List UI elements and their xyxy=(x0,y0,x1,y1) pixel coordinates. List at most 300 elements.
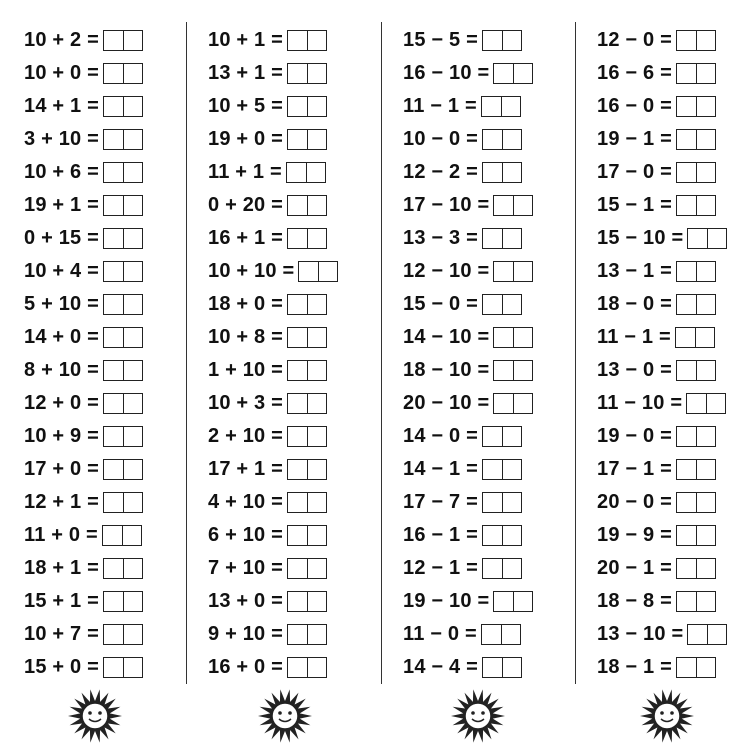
answer-digit-box[interactable] xyxy=(123,163,142,182)
problem-expression: 10 + 5 = xyxy=(208,95,283,117)
problem-row xyxy=(208,519,398,552)
answer-digit-box[interactable] xyxy=(483,526,502,545)
answer-boxes[interactable] xyxy=(493,63,533,84)
answer-boxes[interactable] xyxy=(103,459,143,480)
answer-boxes[interactable] xyxy=(103,261,143,282)
problem-row xyxy=(597,255,743,288)
answer-digit-box[interactable] xyxy=(494,361,513,380)
answer-boxes[interactable] xyxy=(676,360,716,381)
answer-boxes[interactable] xyxy=(676,525,716,546)
answer-digit-box[interactable] xyxy=(677,295,696,314)
answer-digit-box[interactable] xyxy=(288,493,307,512)
problem-expression: 8 + 10 = xyxy=(24,359,99,381)
answer-digit-box[interactable] xyxy=(696,163,715,182)
problem-expression: 16 − 10 = xyxy=(403,62,490,84)
answer-digit-box[interactable] xyxy=(677,658,696,677)
answer-digit-box[interactable] xyxy=(104,625,123,644)
problem-expression: 13 + 0 = xyxy=(208,590,283,612)
answer-boxes[interactable] xyxy=(676,30,716,51)
answer-digit-box[interactable] xyxy=(494,328,513,347)
answer-digit-box[interactable] xyxy=(696,526,715,545)
answer-digit-box[interactable] xyxy=(104,64,123,83)
answer-digit-box[interactable] xyxy=(677,526,696,545)
answer-digit-box[interactable] xyxy=(103,526,122,545)
answer-digit-box[interactable] xyxy=(502,427,521,446)
answer-digit-box[interactable] xyxy=(494,592,513,611)
answer-boxes[interactable] xyxy=(482,525,522,546)
answer-boxes[interactable] xyxy=(482,129,522,150)
answer-digit-box[interactable] xyxy=(288,361,307,380)
answer-digit-box[interactable] xyxy=(677,427,696,446)
problem-row xyxy=(597,156,743,189)
answer-digit-box[interactable] xyxy=(307,526,326,545)
answer-boxes[interactable] xyxy=(287,360,327,381)
problem-row xyxy=(597,222,743,255)
answer-boxes[interactable] xyxy=(482,294,522,315)
answer-boxes[interactable] xyxy=(103,63,143,84)
answer-digit-box[interactable] xyxy=(696,97,715,116)
answer-digit-box[interactable] xyxy=(288,31,307,50)
answer-digit-box[interactable] xyxy=(696,130,715,149)
answer-boxes[interactable] xyxy=(103,360,143,381)
answer-digit-box[interactable] xyxy=(123,460,142,479)
answer-digit-box[interactable] xyxy=(104,328,123,347)
answer-digit-box[interactable] xyxy=(307,361,326,380)
sun-icon xyxy=(638,688,696,744)
answer-boxes[interactable] xyxy=(287,624,327,645)
answer-digit-box[interactable] xyxy=(677,361,696,380)
problem-expression: 19 + 1 = xyxy=(24,194,99,216)
answer-digit-box[interactable] xyxy=(104,493,123,512)
answer-digit-box[interactable] xyxy=(123,559,142,578)
answer-boxes[interactable] xyxy=(286,162,326,183)
answer-digit-box[interactable] xyxy=(502,460,521,479)
answer-digit-box[interactable] xyxy=(483,493,502,512)
answer-boxes[interactable] xyxy=(686,393,726,414)
answer-digit-box[interactable] xyxy=(677,130,696,149)
answer-digit-box[interactable] xyxy=(288,394,307,413)
answer-digit-box[interactable] xyxy=(483,559,502,578)
answer-boxes[interactable] xyxy=(482,228,522,249)
answer-digit-box[interactable] xyxy=(502,295,521,314)
answer-digit-box[interactable] xyxy=(288,229,307,248)
answer-boxes[interactable] xyxy=(676,294,716,315)
answer-digit-box[interactable] xyxy=(288,196,307,215)
answer-digit-box[interactable] xyxy=(688,625,707,644)
answer-digit-box[interactable] xyxy=(307,460,326,479)
answer-digit-box[interactable] xyxy=(482,97,501,116)
answer-boxes[interactable] xyxy=(287,492,327,513)
answer-digit-box[interactable] xyxy=(677,163,696,182)
column-divider xyxy=(186,22,187,684)
answer-digit-box[interactable] xyxy=(677,493,696,512)
problem-row xyxy=(403,453,593,486)
problem-expression: 17 − 7 = xyxy=(403,491,478,513)
answer-digit-box[interactable] xyxy=(513,64,532,83)
answer-digit-box[interactable] xyxy=(123,262,142,281)
answer-boxes[interactable] xyxy=(287,327,327,348)
problem-expression: 19 − 9 = xyxy=(597,524,672,546)
answer-boxes[interactable] xyxy=(103,591,143,612)
answer-boxes[interactable] xyxy=(482,459,522,480)
answer-digit-box[interactable] xyxy=(677,592,696,611)
answer-digit-box[interactable] xyxy=(483,427,502,446)
answer-digit-box[interactable] xyxy=(123,658,142,677)
answer-digit-box[interactable] xyxy=(307,97,326,116)
answer-boxes[interactable] xyxy=(103,30,143,51)
answer-digit-box[interactable] xyxy=(307,493,326,512)
answer-boxes[interactable] xyxy=(103,624,143,645)
answer-digit-box[interactable] xyxy=(104,427,123,446)
answer-digit-box[interactable] xyxy=(288,460,307,479)
problem-expression: 17 − 1 = xyxy=(597,458,672,480)
problem-row xyxy=(403,57,593,90)
answer-boxes[interactable] xyxy=(103,492,143,513)
answer-boxes[interactable] xyxy=(481,624,521,645)
answer-digit-box[interactable] xyxy=(483,460,502,479)
answer-digit-box[interactable] xyxy=(104,394,123,413)
answer-digit-box[interactable] xyxy=(494,196,513,215)
answer-digit-box[interactable] xyxy=(513,592,532,611)
problem-expression: 12 − 10 = xyxy=(403,260,490,282)
answer-digit-box[interactable] xyxy=(483,31,502,50)
problem-row xyxy=(403,420,593,453)
answer-boxes[interactable] xyxy=(481,96,521,117)
answer-digit-box[interactable] xyxy=(104,130,123,149)
answer-digit-box[interactable] xyxy=(288,130,307,149)
answer-digit-box[interactable] xyxy=(104,592,123,611)
answer-digit-box[interactable] xyxy=(122,526,141,545)
problem-expression: 10 + 3 = xyxy=(208,392,283,414)
answer-digit-box[interactable] xyxy=(288,625,307,644)
answer-boxes[interactable] xyxy=(103,393,143,414)
answer-digit-box[interactable] xyxy=(696,295,715,314)
answer-boxes[interactable] xyxy=(482,492,522,513)
answer-digit-box[interactable] xyxy=(502,130,521,149)
answer-digit-box[interactable] xyxy=(123,493,142,512)
answer-boxes[interactable] xyxy=(287,228,327,249)
problem-row xyxy=(597,486,743,519)
answer-boxes[interactable] xyxy=(676,96,716,117)
answer-boxes[interactable] xyxy=(493,393,533,414)
answer-digit-box[interactable] xyxy=(696,559,715,578)
sun-icon xyxy=(449,688,507,744)
answer-digit-box[interactable] xyxy=(696,31,715,50)
answer-digit-box[interactable] xyxy=(288,328,307,347)
answer-digit-box[interactable] xyxy=(696,262,715,281)
problem-expression: 10 + 6 = xyxy=(24,161,99,183)
answer-digit-box[interactable] xyxy=(307,196,326,215)
answer-boxes[interactable] xyxy=(287,657,327,678)
answer-digit-box[interactable] xyxy=(123,394,142,413)
answer-digit-box[interactable] xyxy=(288,559,307,578)
answer-digit-box[interactable] xyxy=(307,31,326,50)
answer-boxes[interactable] xyxy=(676,129,716,150)
answer-boxes[interactable] xyxy=(687,624,727,645)
answer-digit-box[interactable] xyxy=(288,526,307,545)
answer-digit-box[interactable] xyxy=(123,64,142,83)
answer-boxes[interactable] xyxy=(676,195,716,216)
answer-digit-box[interactable] xyxy=(307,64,326,83)
answer-digit-box[interactable] xyxy=(104,229,123,248)
problem-row xyxy=(208,255,398,288)
answer-digit-box[interactable] xyxy=(513,262,532,281)
answer-digit-box[interactable] xyxy=(123,196,142,215)
answer-digit-box[interactable] xyxy=(501,97,520,116)
answer-boxes[interactable] xyxy=(676,261,716,282)
problem-expression: 10 + 7 = xyxy=(24,623,99,645)
answer-digit-box[interactable] xyxy=(104,658,123,677)
answer-boxes[interactable] xyxy=(493,261,533,282)
answer-digit-box[interactable] xyxy=(707,229,726,248)
problem-expression: 11 − 1 = xyxy=(597,326,671,348)
answer-boxes[interactable] xyxy=(287,393,327,414)
problem-row xyxy=(403,552,593,585)
answer-digit-box[interactable] xyxy=(513,394,532,413)
problem-row xyxy=(403,90,593,123)
answer-boxes[interactable] xyxy=(298,261,338,282)
answer-boxes[interactable] xyxy=(493,327,533,348)
answer-digit-box[interactable] xyxy=(288,64,307,83)
answer-digit-box[interactable] xyxy=(483,658,502,677)
answer-digit-box[interactable] xyxy=(502,526,521,545)
answer-digit-box[interactable] xyxy=(677,97,696,116)
answer-boxes[interactable] xyxy=(287,426,327,447)
answer-digit-box[interactable] xyxy=(123,427,142,446)
answer-digit-box[interactable] xyxy=(696,592,715,611)
answer-digit-box[interactable] xyxy=(104,460,123,479)
answer-boxes[interactable] xyxy=(103,96,143,117)
answer-boxes[interactable] xyxy=(103,558,143,579)
answer-boxes[interactable] xyxy=(102,525,142,546)
answer-digit-box[interactable] xyxy=(707,625,726,644)
answer-boxes[interactable] xyxy=(482,426,522,447)
problem-expression: 17 − 10 = xyxy=(403,194,490,216)
answer-digit-box[interactable] xyxy=(307,328,326,347)
answer-digit-box[interactable] xyxy=(502,559,521,578)
problem-expression: 11 + 0 = xyxy=(24,524,98,546)
answer-digit-box[interactable] xyxy=(494,394,513,413)
answer-digit-box[interactable] xyxy=(307,625,326,644)
answer-digit-box[interactable] xyxy=(696,427,715,446)
answer-boxes[interactable] xyxy=(287,30,327,51)
answer-digit-box[interactable] xyxy=(287,163,306,182)
answer-digit-box[interactable] xyxy=(299,262,318,281)
answer-boxes[interactable] xyxy=(103,294,143,315)
answer-digit-box[interactable] xyxy=(677,64,696,83)
problem-expression: 0 + 15 = xyxy=(24,227,99,249)
answer-digit-box[interactable] xyxy=(307,559,326,578)
problem-expression: 17 + 0 = xyxy=(24,458,99,480)
problem-expression: 9 + 10 = xyxy=(208,623,283,645)
problem-expression: 12 − 1 = xyxy=(403,557,478,579)
answer-digit-box[interactable] xyxy=(104,97,123,116)
answer-digit-box[interactable] xyxy=(288,658,307,677)
problem-row xyxy=(208,651,398,684)
problem-row xyxy=(208,618,398,651)
answer-boxes[interactable] xyxy=(103,327,143,348)
answer-digit-box[interactable] xyxy=(501,625,520,644)
answer-boxes[interactable] xyxy=(676,558,716,579)
answer-digit-box[interactable] xyxy=(104,262,123,281)
answer-digit-box[interactable] xyxy=(502,163,521,182)
problem-expression: 11 + 1 = xyxy=(208,161,282,183)
answer-boxes[interactable] xyxy=(676,426,716,447)
answer-digit-box[interactable] xyxy=(502,658,521,677)
answer-digit-box[interactable] xyxy=(123,592,142,611)
answer-digit-box[interactable] xyxy=(307,229,326,248)
answer-digit-box[interactable] xyxy=(677,460,696,479)
answer-digit-box[interactable] xyxy=(483,130,502,149)
answer-boxes[interactable] xyxy=(493,591,533,612)
answer-digit-box[interactable] xyxy=(288,427,307,446)
problem-row xyxy=(403,288,593,321)
answer-digit-box[interactable] xyxy=(695,328,714,347)
answer-digit-box[interactable] xyxy=(513,361,532,380)
answer-digit-box[interactable] xyxy=(307,295,326,314)
answer-boxes[interactable] xyxy=(287,96,327,117)
answer-boxes[interactable] xyxy=(287,129,327,150)
answer-digit-box[interactable] xyxy=(494,64,513,83)
problem-expression: 16 − 6 = xyxy=(597,62,672,84)
answer-boxes[interactable] xyxy=(287,558,327,579)
answer-digit-box[interactable] xyxy=(696,196,715,215)
answer-digit-box[interactable] xyxy=(104,361,123,380)
answer-digit-box[interactable] xyxy=(513,328,532,347)
answer-boxes[interactable] xyxy=(287,591,327,612)
answer-digit-box[interactable] xyxy=(696,361,715,380)
answer-boxes[interactable] xyxy=(103,129,143,150)
answer-boxes[interactable] xyxy=(493,195,533,216)
answer-digit-box[interactable] xyxy=(307,427,326,446)
answer-digit-box[interactable] xyxy=(677,196,696,215)
answer-digit-box[interactable] xyxy=(318,262,337,281)
answer-digit-box[interactable] xyxy=(104,163,123,182)
answer-digit-box[interactable] xyxy=(306,163,325,182)
problem-expression: 16 − 0 = xyxy=(597,95,672,117)
answer-boxes[interactable] xyxy=(676,591,716,612)
answer-digit-box[interactable] xyxy=(123,328,142,347)
answer-digit-box[interactable] xyxy=(677,31,696,50)
answer-digit-box[interactable] xyxy=(123,295,142,314)
answer-digit-box[interactable] xyxy=(696,493,715,512)
answer-boxes[interactable] xyxy=(676,459,716,480)
answer-boxes[interactable] xyxy=(287,459,327,480)
answer-boxes[interactable] xyxy=(103,162,143,183)
answer-digit-box[interactable] xyxy=(123,361,142,380)
answer-boxes[interactable] xyxy=(676,63,716,84)
problem-expression: 14 + 1 = xyxy=(24,95,99,117)
problem-row xyxy=(403,651,593,684)
answer-boxes[interactable] xyxy=(482,162,522,183)
answer-digit-box[interactable] xyxy=(288,97,307,116)
answer-boxes[interactable] xyxy=(676,162,716,183)
answer-digit-box[interactable] xyxy=(688,229,707,248)
problem-row xyxy=(597,288,743,321)
answer-boxes[interactable] xyxy=(103,195,143,216)
answer-digit-box[interactable] xyxy=(483,163,502,182)
answer-digit-box[interactable] xyxy=(687,394,706,413)
answer-boxes[interactable] xyxy=(493,360,533,381)
problem-row xyxy=(208,321,398,354)
answer-digit-box[interactable] xyxy=(502,493,521,512)
answer-digit-box[interactable] xyxy=(513,196,532,215)
answer-boxes[interactable] xyxy=(287,195,327,216)
answer-boxes[interactable] xyxy=(287,294,327,315)
answer-digit-box[interactable] xyxy=(104,31,123,50)
answer-boxes[interactable] xyxy=(687,228,727,249)
answer-digit-box[interactable] xyxy=(123,229,142,248)
problem-row xyxy=(208,222,398,255)
problem-expression: 12 − 2 = xyxy=(403,161,478,183)
answer-digit-box[interactable] xyxy=(307,658,326,677)
problem-row xyxy=(403,519,593,552)
answer-boxes[interactable] xyxy=(675,327,715,348)
answer-digit-box[interactable] xyxy=(696,658,715,677)
answer-digit-box[interactable] xyxy=(706,394,725,413)
answer-boxes[interactable] xyxy=(287,525,327,546)
answer-digit-box[interactable] xyxy=(104,559,123,578)
problem-row xyxy=(597,189,743,222)
answer-digit-box[interactable] xyxy=(677,262,696,281)
answer-boxes[interactable] xyxy=(103,426,143,447)
answer-digit-box[interactable] xyxy=(483,295,502,314)
answer-digit-box[interactable] xyxy=(123,31,142,50)
problem-expression: 18 + 0 = xyxy=(208,293,283,315)
answer-boxes[interactable] xyxy=(482,558,522,579)
answer-digit-box[interactable] xyxy=(288,592,307,611)
problem-expression: 13 − 1 = xyxy=(597,260,672,282)
answer-digit-box[interactable] xyxy=(123,97,142,116)
answer-digit-box[interactable] xyxy=(307,394,326,413)
problem-row xyxy=(208,123,398,156)
problem-expression: 17 + 1 = xyxy=(208,458,283,480)
answer-digit-box[interactable] xyxy=(104,196,123,215)
answer-digit-box[interactable] xyxy=(483,229,502,248)
problem-expression: 18 + 1 = xyxy=(24,557,99,579)
answer-digit-box[interactable] xyxy=(696,460,715,479)
problem-expression: 15 + 1 = xyxy=(24,590,99,612)
problem-expression: 13 − 10 = xyxy=(597,623,684,645)
answer-digit-box[interactable] xyxy=(676,328,695,347)
answer-boxes[interactable] xyxy=(676,657,716,678)
answer-boxes[interactable] xyxy=(482,30,522,51)
problem-row xyxy=(208,552,398,585)
answer-boxes[interactable] xyxy=(482,657,522,678)
answer-boxes[interactable] xyxy=(103,657,143,678)
answer-digit-box[interactable] xyxy=(307,130,326,149)
answer-boxes[interactable] xyxy=(676,492,716,513)
answer-digit-box[interactable] xyxy=(123,625,142,644)
answer-digit-box[interactable] xyxy=(482,625,501,644)
answer-boxes[interactable] xyxy=(287,63,327,84)
answer-digit-box[interactable] xyxy=(104,295,123,314)
answer-digit-box[interactable] xyxy=(677,559,696,578)
problem-row xyxy=(208,24,398,57)
answer-boxes[interactable] xyxy=(103,228,143,249)
answer-digit-box[interactable] xyxy=(288,295,307,314)
problem-expression: 12 − 0 = xyxy=(597,29,672,51)
answer-digit-box[interactable] xyxy=(696,64,715,83)
answer-digit-box[interactable] xyxy=(123,130,142,149)
problem-row xyxy=(208,354,398,387)
sun-icon xyxy=(66,688,124,744)
answer-digit-box[interactable] xyxy=(502,229,521,248)
answer-digit-box[interactable] xyxy=(307,592,326,611)
problem-expression: 17 − 0 = xyxy=(597,161,672,183)
answer-digit-box[interactable] xyxy=(502,31,521,50)
answer-digit-box[interactable] xyxy=(494,262,513,281)
